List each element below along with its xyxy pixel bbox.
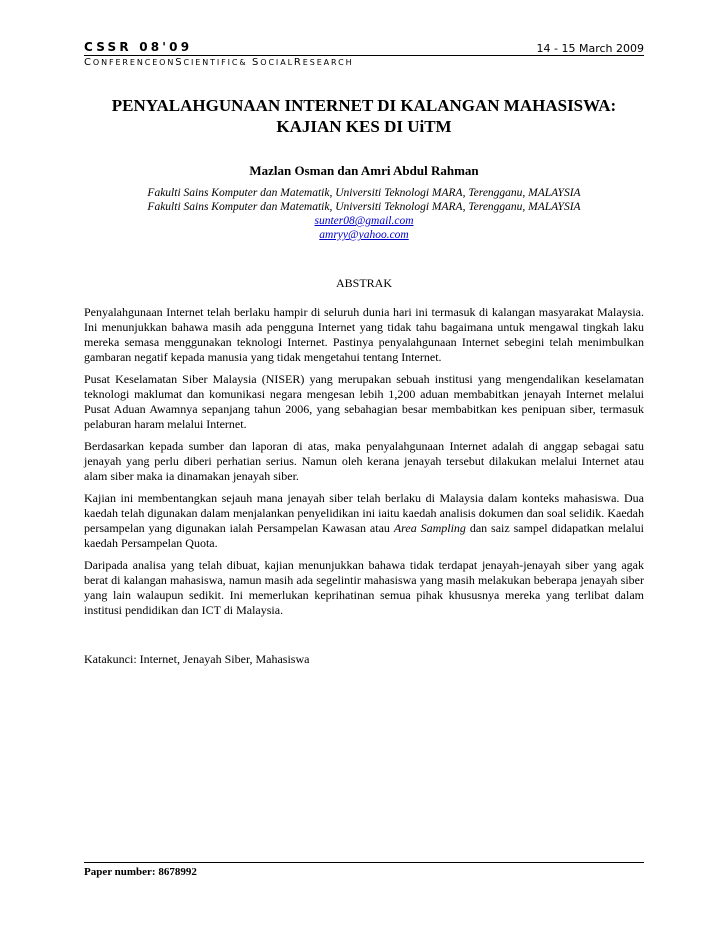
title-line-2: KAJIAN KES DI UiTM — [276, 117, 452, 136]
abstract-paragraph-4: Kajian ini membentangkan sejauh mana jenayah siber telah berlaku di Malaysia dalam konteks mahasiswa. Dua kaedah telah digunakan dalam menjalankan penyelidikan ini iaitu kaedah analisis dokumen dan soal selidik. Kaedah persampelan yang digunakan ialah Persampelan Kawasan atau Area Sampling dan saiz sampel didapatkan melalui kaedah Persampelan Quota. — [84, 491, 644, 550]
affiliation-2: Fakulti Sains Komputer dan Matematik, Universiti Teknologi MARA, Terengganu, MALAYSIA — [147, 201, 581, 213]
abstract-heading: ABSTRAK — [335, 276, 392, 290]
footer-divider — [84, 862, 644, 863]
abstract-paragraph-2: Pusat Keselamatan Siber Malaysia (NISER) yang merupakan sebuah institusi yang mengendalikan keselamatan teknologi maklumat dan komunikasi negara mengesan lebih 1,200 aduan membabitkan jenayah Internet melalui Pusat Aduan Awamnya sepanjang tahun 2006, yang sebahagian besar membabitkan kes penipuan siber, termasuk pelaburan haram melalui Internet. — [84, 372, 644, 431]
paper-number: Paper number: 8678992 — [84, 866, 197, 878]
abstract-paragraph-1: Penyalahgunaan Internet telah berlaku hampir di seluruh dunia hari ini termasuk di kalangan masyarakat Malaysia. Ini menunjukkan bahawa masih ada pengguna Internet yang tidak tahu bagaimana untuk mengawal tingkah laku mereka semasa menggunakan teknologi Internet. Pastinya penyalahgunaan Internet sebegini telah menimbulkan gambaran negatif kepada manusia yang tidak mengetahui tentang Internet. — [84, 305, 644, 364]
conference-name: CONFERENCEONSCIENTIFIC& SOCIALRESEARCH — [84, 57, 354, 68]
email-link-2[interactable]: amryy@yahoo.com — [319, 229, 409, 241]
paper-title — [84, 95, 644, 137]
conference-code: CSSR 08'09 — [84, 40, 193, 54]
title-line-1: PENYALAHGUNAAN INTERNET DI KALANGAN MAHASISWA: — [111, 96, 617, 115]
conference-date: 14 - 15 March 2009 — [536, 42, 644, 55]
affiliation-1: Fakulti Sains Komputer dan Matematik, Universiti Teknologi MARA, Terengganu, MALAYSIA — [147, 187, 581, 199]
affiliations — [84, 186, 644, 242]
authors: Mazlan Osman dan Amri Abdul Rahman — [249, 163, 479, 178]
abstract-paragraph-5: Daripada analisa yang telah dibuat, kajian menunjukkan bahawa tidak terdapat jenayah-jenayah siber yang agak berat di kalangan mahasiswa, namun masih ada segelintir mahasiswa yang masih melakukan beberapa jenayah siber yang lain walaupun sedikit. Ini memerlukan keprihatinan semua pihak khususnya mereka yang terlibat dalam institusi pendidikan dan ICT di Malaysia. — [84, 558, 644, 617]
abstract-paragraph-3: Berdasarkan kepada sumber dan laporan di atas, maka penyalahgunaan Internet adalah di anggap sebagai satu jenayah yang perlu diberi perhatian serius. Namun oleh kerana jenayah tersebut dilakukan melalui Internet atau alam siber maka ia dinamakan jenayah siber. — [84, 439, 644, 483]
header-divider — [84, 55, 644, 56]
email-link-1[interactable]: sunter08@gmail.com — [314, 215, 414, 227]
area-sampling-term: Area Sampling — [393, 521, 466, 535]
keywords: Katakunci: Internet, Jenayah Siber, Mahasiswa — [84, 652, 310, 666]
